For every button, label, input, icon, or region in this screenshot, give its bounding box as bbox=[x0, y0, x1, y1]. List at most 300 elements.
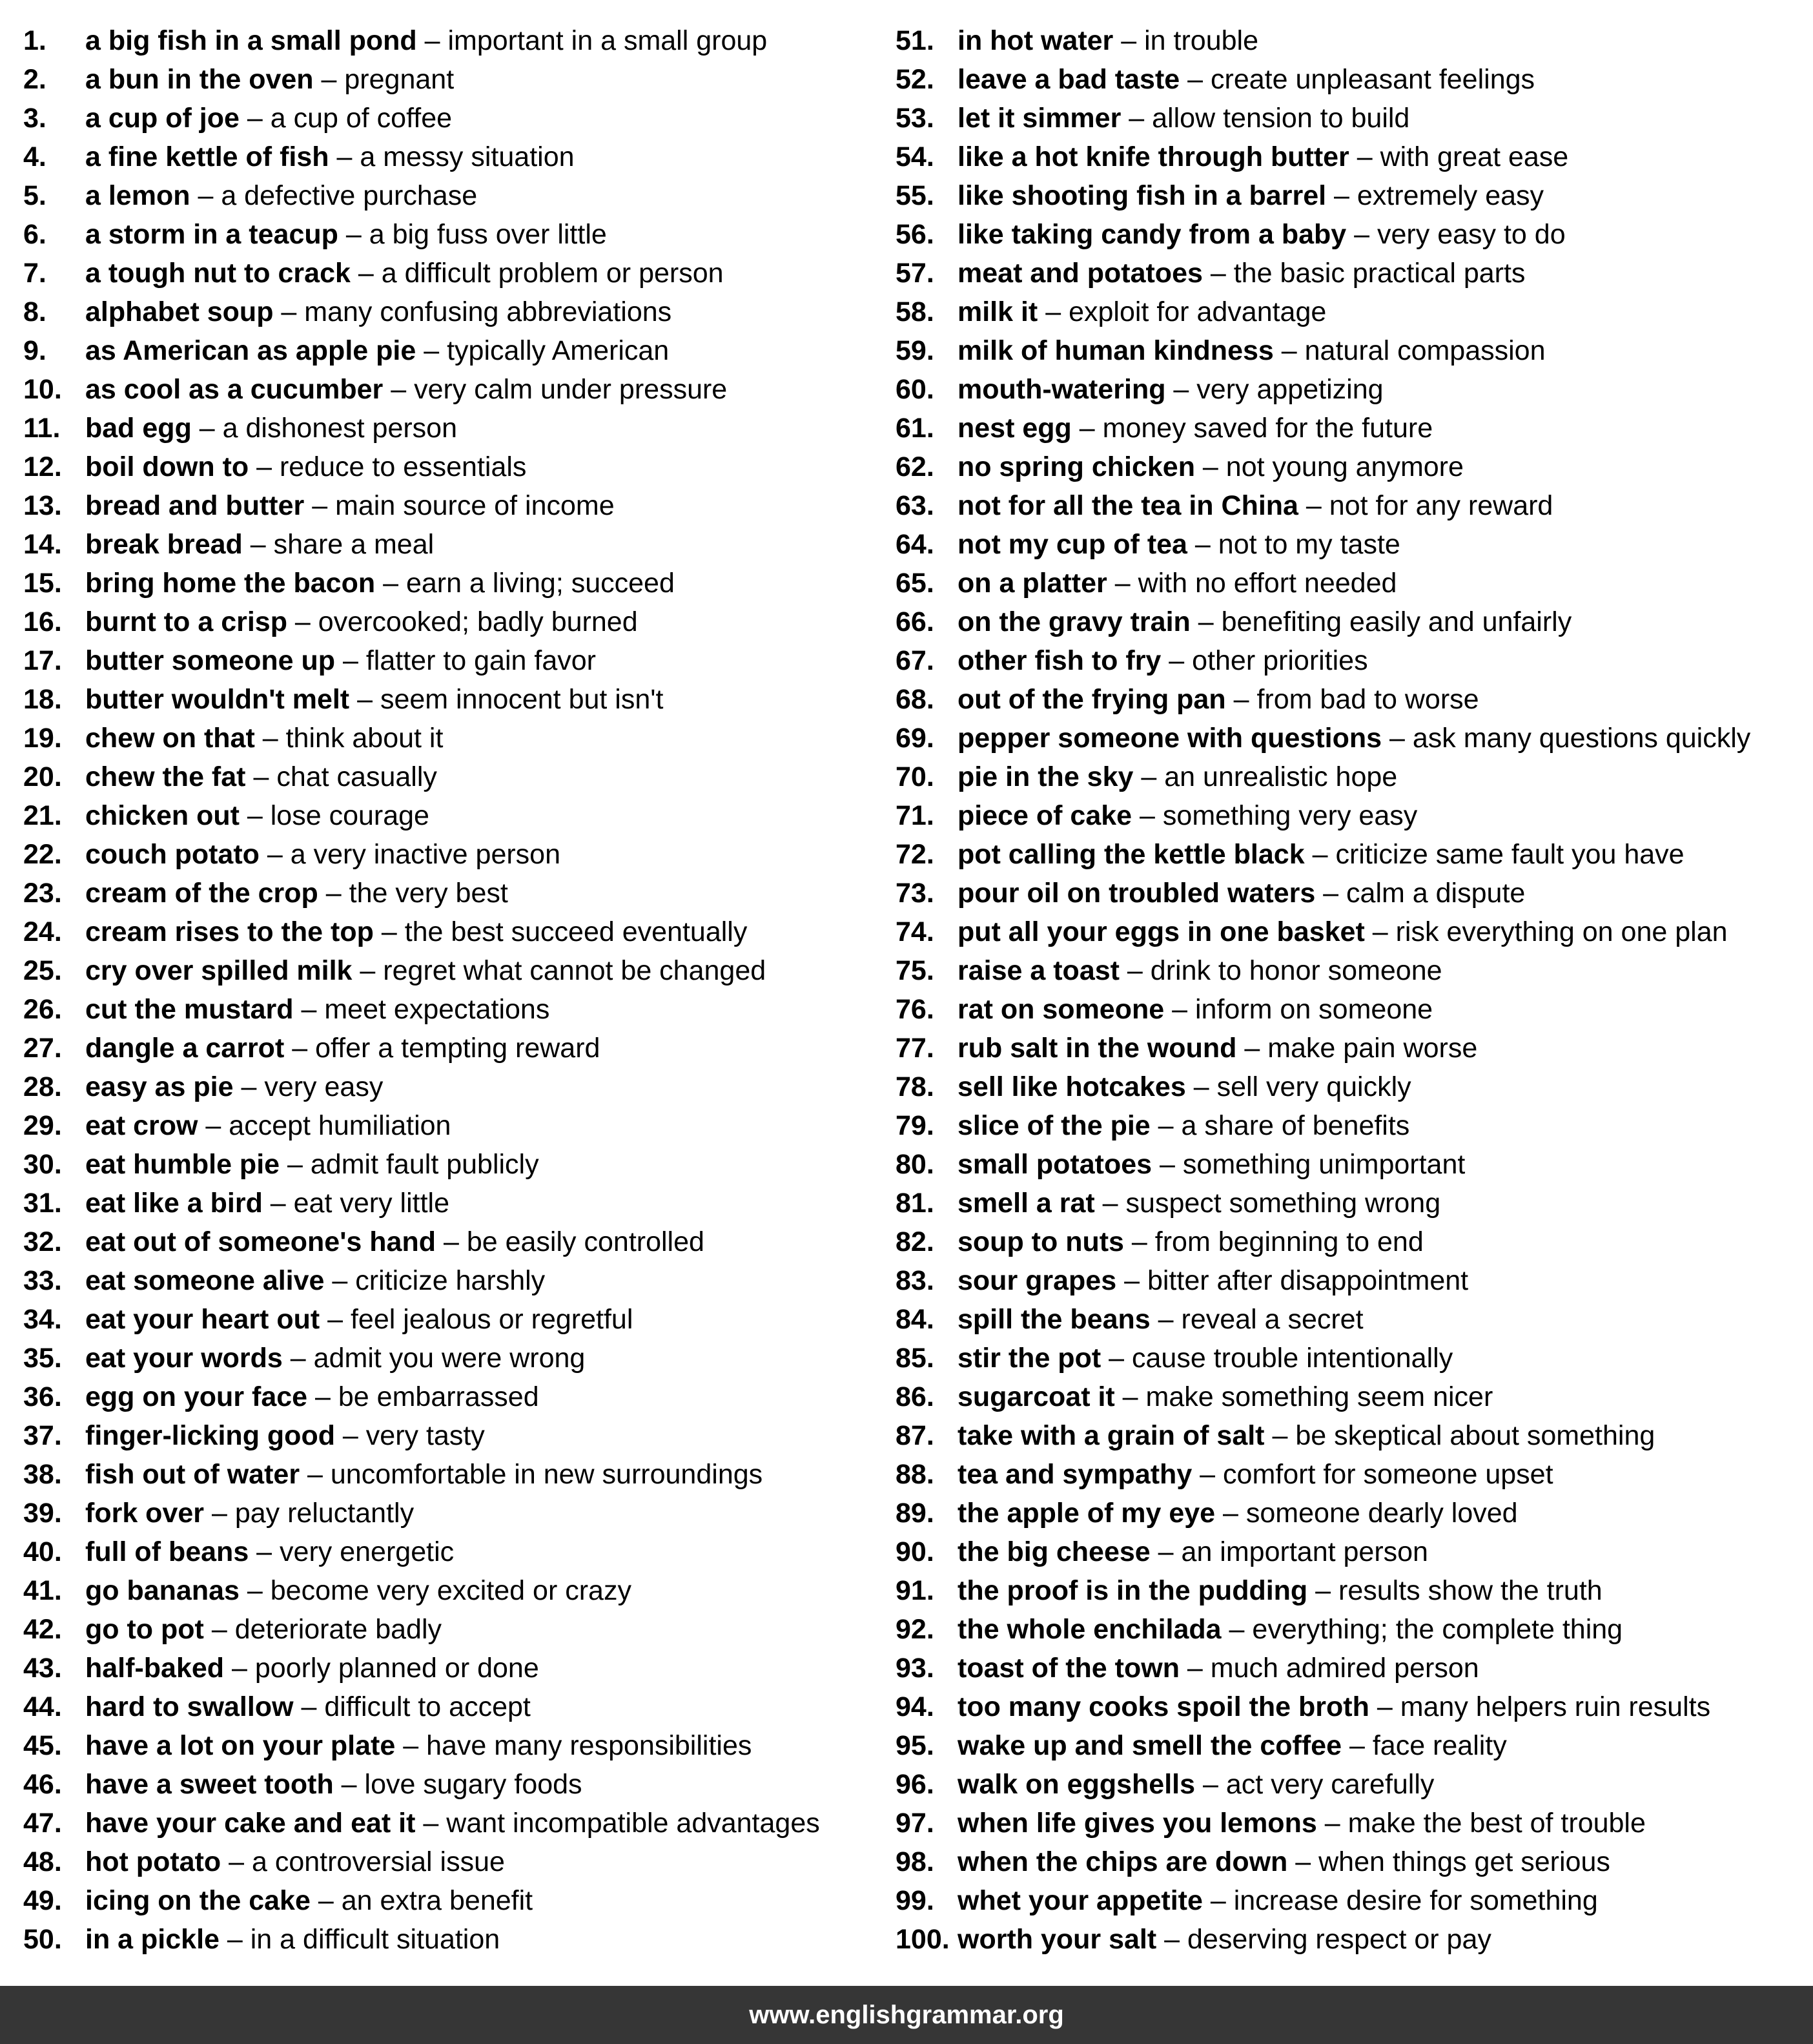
idiom-list-item bbox=[23, 1920, 882, 1959]
idiom-meaning: a defective purchase bbox=[221, 180, 478, 211]
dash-separator: – bbox=[1236, 1033, 1268, 1064]
idiom-list-item bbox=[896, 1145, 1813, 1184]
footer-bar bbox=[0, 1986, 1813, 2044]
idiom-meaning: not to my taste bbox=[1218, 529, 1400, 560]
dash-separator: – bbox=[1364, 916, 1396, 947]
item-entry bbox=[958, 1339, 1453, 1378]
item-number: 46. bbox=[23, 1769, 62, 1800]
dash-separator: – bbox=[1273, 335, 1305, 366]
dash-separator: – bbox=[349, 684, 380, 715]
item-number: 59. bbox=[896, 335, 934, 366]
idiom-list-item bbox=[896, 1184, 1813, 1223]
idiom-phrase: bad egg bbox=[85, 413, 192, 444]
idiom-list-item bbox=[23, 990, 882, 1029]
item-number: 11. bbox=[23, 413, 61, 444]
idiom-phrase: small potatoes bbox=[958, 1149, 1152, 1180]
idiom-list-item bbox=[896, 138, 1813, 176]
idiom-list-item bbox=[23, 176, 882, 215]
idiom-list-item bbox=[23, 1455, 882, 1494]
item-number: 87. bbox=[896, 1420, 934, 1451]
idiom-phrase: soup to nuts bbox=[958, 1226, 1124, 1257]
idiom-list-item bbox=[23, 1726, 882, 1765]
item-entry bbox=[958, 1455, 1553, 1494]
dash-separator: – bbox=[233, 1071, 265, 1102]
idiom-list-item bbox=[23, 21, 882, 60]
item-number: 25. bbox=[23, 955, 62, 986]
idiom-list-item bbox=[23, 1649, 882, 1688]
item-number: 73. bbox=[896, 878, 934, 909]
item-entry bbox=[85, 1881, 533, 1920]
idiom-list-item bbox=[23, 719, 882, 758]
idiom-list-item bbox=[896, 21, 1813, 60]
item-entry bbox=[85, 913, 747, 951]
idiom-phrase: milk of human kindness bbox=[958, 335, 1274, 366]
idiom-phrase: the big cheese bbox=[958, 1536, 1151, 1567]
dash-separator: – bbox=[262, 1188, 294, 1219]
idiom-phrase: milk it bbox=[958, 296, 1038, 327]
idiom-phrase: the whole enchilada bbox=[958, 1614, 1222, 1645]
dash-separator: – bbox=[1114, 1381, 1146, 1412]
item-number: 42. bbox=[23, 1614, 62, 1645]
item-number: 4. bbox=[23, 141, 46, 172]
idiom-meaning: pay reluctantly bbox=[234, 1498, 415, 1529]
item-number: 20. bbox=[23, 761, 62, 792]
idiom-phrase: like a hot knife through butter bbox=[958, 141, 1349, 172]
item-entry bbox=[85, 1843, 505, 1881]
idiom-meaning: think about it bbox=[285, 723, 444, 754]
dash-separator: – bbox=[352, 955, 384, 986]
dash-separator: – bbox=[1264, 1420, 1296, 1451]
idiom-meaning: in trouble bbox=[1144, 25, 1259, 56]
idiom-meaning: lose courage bbox=[270, 800, 429, 831]
idiom-meaning: make the best of trouble bbox=[1347, 1808, 1646, 1839]
idiom-list-item bbox=[23, 1184, 882, 1223]
idiom-list-item bbox=[896, 1223, 1813, 1261]
item-entry bbox=[958, 1184, 1440, 1223]
idiom-meaning: everything; the complete thing bbox=[1252, 1614, 1623, 1645]
idiom-meaning: something unimportant bbox=[1182, 1149, 1466, 1180]
item-number: 85. bbox=[896, 1343, 934, 1374]
dash-separator: – bbox=[1121, 103, 1152, 134]
idiom-list-item bbox=[896, 1068, 1813, 1106]
idiom-meaning: drink to honor someone bbox=[1150, 955, 1442, 986]
item-number: 21. bbox=[23, 800, 62, 831]
item-entry bbox=[85, 835, 560, 874]
item-entry bbox=[958, 60, 1535, 99]
idiom-meaning: someone dearly loved bbox=[1245, 1498, 1518, 1529]
item-entry bbox=[958, 1068, 1411, 1106]
dash-separator: – bbox=[1071, 413, 1103, 444]
dash-separator: – bbox=[224, 1653, 255, 1684]
idiom-meaning: face reality bbox=[1372, 1730, 1507, 1761]
item-entry bbox=[958, 1804, 1646, 1843]
dash-separator: – bbox=[373, 916, 405, 947]
idiom-meaning: in a difficult situation bbox=[250, 1924, 500, 1955]
item-entry bbox=[958, 1300, 1364, 1339]
idiom-meaning: make something seem nicer bbox=[1145, 1381, 1493, 1412]
idiom-meaning: bitter after disappointment bbox=[1147, 1265, 1469, 1296]
item-entry bbox=[85, 990, 549, 1029]
item-number: 28. bbox=[23, 1071, 62, 1102]
item-number: 8. bbox=[23, 296, 46, 327]
item-entry bbox=[958, 486, 1553, 525]
dash-separator: – bbox=[1107, 568, 1138, 599]
item-entry bbox=[958, 1106, 1409, 1145]
item-number: 34. bbox=[23, 1304, 62, 1335]
item-number: 69. bbox=[896, 723, 934, 754]
item-number: 12. bbox=[23, 451, 62, 482]
item-entry bbox=[85, 138, 575, 176]
item-number: 29. bbox=[23, 1110, 62, 1141]
dash-separator: – bbox=[1165, 374, 1197, 405]
dash-separator: – bbox=[1349, 141, 1380, 172]
item-number: 100. bbox=[896, 1924, 950, 1955]
item-entry bbox=[85, 1339, 585, 1378]
item-number: 57. bbox=[896, 258, 934, 289]
item-number: 54. bbox=[896, 141, 934, 172]
idiom-list-item bbox=[23, 1804, 882, 1843]
dash-separator: – bbox=[1113, 25, 1145, 56]
idiom-phrase: like shooting fish in a barrel bbox=[958, 180, 1327, 211]
idiom-list-item bbox=[896, 1610, 1813, 1649]
item-number: 89. bbox=[896, 1498, 934, 1529]
idiom-phrase: nest egg bbox=[958, 413, 1072, 444]
idiom-list-item bbox=[896, 60, 1813, 99]
idiom-meaning: reveal a secret bbox=[1181, 1304, 1364, 1335]
item-entry bbox=[958, 680, 1479, 719]
idiom-phrase: a big fish in a small pond bbox=[85, 25, 417, 56]
idiom-phrase: whet your appetite bbox=[958, 1885, 1203, 1916]
idiom-list-item bbox=[896, 1571, 1813, 1610]
dash-separator: – bbox=[284, 1033, 316, 1064]
idiom-list-item bbox=[896, 796, 1813, 835]
idiom-phrase: on a platter bbox=[958, 568, 1107, 599]
item-entry bbox=[85, 796, 429, 835]
idiom-phrase: toast of the town bbox=[958, 1653, 1180, 1684]
dash-separator: – bbox=[203, 1614, 235, 1645]
dash-separator: – bbox=[436, 1226, 467, 1257]
item-entry bbox=[85, 1920, 500, 1959]
dash-separator: – bbox=[1287, 1846, 1319, 1877]
idiom-phrase: sugarcoat it bbox=[958, 1381, 1115, 1412]
dash-separator: – bbox=[1298, 490, 1329, 521]
idiom-phrase: like taking candy from a baby bbox=[958, 219, 1347, 250]
idiom-phrase: when the chips are down bbox=[958, 1846, 1288, 1877]
idiom-meaning: uncomfortable in new surroundings bbox=[330, 1459, 763, 1490]
idiom-list-item bbox=[896, 1106, 1813, 1145]
idiom-phrase: tea and sympathy bbox=[958, 1459, 1193, 1490]
item-entry bbox=[85, 1765, 582, 1804]
item-entry bbox=[958, 564, 1397, 603]
idiom-list-item bbox=[23, 680, 882, 719]
item-entry bbox=[85, 1726, 752, 1765]
idiom-meaning: extremely easy bbox=[1357, 180, 1544, 211]
idiom-meaning: from beginning to end bbox=[1154, 1226, 1424, 1257]
idiom-meaning: reduce to essentials bbox=[279, 451, 527, 482]
dash-separator: – bbox=[191, 413, 223, 444]
item-entry bbox=[958, 913, 1728, 951]
item-entry bbox=[958, 1765, 1434, 1804]
idiom-meaning: have many responsibilities bbox=[426, 1730, 752, 1761]
dash-separator: – bbox=[245, 761, 277, 792]
idiom-phrase: eat like a bird bbox=[85, 1188, 263, 1219]
dash-separator: – bbox=[1187, 529, 1218, 560]
item-number: 71. bbox=[896, 800, 934, 831]
idiom-meaning: very easy to do bbox=[1377, 219, 1566, 250]
idiom-list-item bbox=[23, 1300, 882, 1339]
idiom-phrase: wake up and smell the coffee bbox=[958, 1730, 1342, 1761]
item-entry bbox=[958, 835, 1685, 874]
idiom-list-item bbox=[23, 1145, 882, 1184]
idiom-list-item bbox=[896, 1533, 1813, 1571]
idiom-meaning: natural compassion bbox=[1304, 335, 1546, 366]
idiom-phrase: have a sweet tooth bbox=[85, 1769, 334, 1800]
idiom-list-item bbox=[23, 486, 882, 525]
item-entry bbox=[958, 1261, 1468, 1300]
idiom-meaning: act very carefully bbox=[1225, 1769, 1435, 1800]
idiom-meaning: something very easy bbox=[1162, 800, 1418, 831]
idiom-list-item bbox=[23, 448, 882, 486]
idiom-meaning: make pain worse bbox=[1267, 1033, 1478, 1064]
idiom-phrase: meat and potatoes bbox=[958, 258, 1203, 289]
item-number: 35. bbox=[23, 1343, 62, 1374]
dash-separator: – bbox=[313, 64, 345, 95]
item-number: 1. bbox=[23, 25, 46, 56]
idiom-list-item bbox=[896, 1339, 1813, 1378]
item-entry bbox=[958, 1843, 1610, 1881]
dash-separator: – bbox=[338, 219, 369, 250]
item-number: 56. bbox=[896, 219, 934, 250]
item-number: 16. bbox=[23, 606, 62, 637]
item-entry bbox=[958, 21, 1258, 60]
dash-separator: – bbox=[1123, 1226, 1155, 1257]
idiom-meaning: criticize harshly bbox=[355, 1265, 546, 1296]
item-entry bbox=[958, 1533, 1428, 1571]
idiom-phrase: too many cooks spoil the broth bbox=[958, 1691, 1369, 1722]
item-entry bbox=[85, 409, 457, 448]
idiom-phrase: slice of the pie bbox=[958, 1110, 1151, 1141]
item-number: 75. bbox=[896, 955, 934, 986]
idiom-phrase: boil down to bbox=[85, 451, 249, 482]
dash-separator: – bbox=[198, 1110, 229, 1141]
idiom-phrase: bring home the bacon bbox=[85, 568, 376, 599]
item-number: 67. bbox=[896, 645, 934, 676]
item-entry bbox=[85, 1571, 631, 1610]
dash-separator: – bbox=[1133, 761, 1165, 792]
item-entry bbox=[958, 448, 1464, 486]
item-entry bbox=[85, 60, 454, 99]
idiom-meaning: very easy bbox=[264, 1071, 384, 1102]
idiom-list-item bbox=[23, 835, 882, 874]
dash-separator: – bbox=[249, 1536, 280, 1567]
idiom-meaning: a share of benefits bbox=[1181, 1110, 1410, 1141]
item-entry bbox=[85, 1688, 531, 1726]
idiom-list-item bbox=[896, 409, 1813, 448]
dash-separator: – bbox=[320, 1304, 351, 1335]
item-entry bbox=[85, 1416, 485, 1455]
item-number: 36. bbox=[23, 1381, 62, 1412]
idiom-meaning: from bad to worse bbox=[1256, 684, 1479, 715]
idiom-list-item bbox=[23, 1106, 882, 1145]
idiom-list-item bbox=[23, 60, 882, 99]
item-number: 31. bbox=[23, 1188, 62, 1219]
idiom-meaning: flatter to gain favor bbox=[365, 645, 596, 676]
dash-separator: – bbox=[1185, 1071, 1217, 1102]
dash-separator: – bbox=[334, 1420, 366, 1451]
idiom-meaning: admit fault publicly bbox=[310, 1149, 539, 1180]
idiom-meaning: an important person bbox=[1181, 1536, 1428, 1567]
dash-separator: – bbox=[324, 1265, 356, 1296]
item-number: 38. bbox=[23, 1459, 62, 1490]
idiom-list-item bbox=[23, 1261, 882, 1300]
idiom-phrase: a lemon bbox=[85, 180, 190, 211]
idiom-meaning: feel jealous or regretful bbox=[350, 1304, 633, 1335]
item-number: 79. bbox=[896, 1110, 934, 1141]
item-entry bbox=[958, 758, 1397, 796]
item-number: 27. bbox=[23, 1033, 62, 1064]
idiom-phrase: walk on eggshells bbox=[958, 1769, 1195, 1800]
dash-separator: – bbox=[239, 800, 271, 831]
idiom-list-item bbox=[896, 254, 1813, 293]
idiom-phrase: a cup of joe bbox=[85, 103, 240, 134]
idiom-list-item bbox=[896, 1843, 1813, 1881]
idiom-meaning: a dishonest person bbox=[222, 413, 458, 444]
dash-separator: – bbox=[1225, 684, 1257, 715]
dash-separator: – bbox=[329, 141, 360, 172]
item-number: 53. bbox=[896, 103, 934, 134]
idiom-list-item bbox=[896, 99, 1813, 138]
idiom-meaning: with great ease bbox=[1380, 141, 1569, 172]
item-entry bbox=[958, 1726, 1507, 1765]
idiom-list-item bbox=[23, 1533, 882, 1571]
idiom-meaning: regret what cannot be changed bbox=[383, 955, 766, 986]
idiom-meaning: comfort for someone upset bbox=[1223, 1459, 1553, 1490]
item-number: 37. bbox=[23, 1420, 62, 1451]
idiom-meaning: the best succeed eventually bbox=[404, 916, 748, 947]
idiom-phrase: take with a grain of salt bbox=[958, 1420, 1265, 1451]
idiom-phrase: eat your heart out bbox=[85, 1304, 320, 1335]
dash-separator: – bbox=[259, 839, 291, 870]
item-entry bbox=[85, 254, 724, 293]
dash-separator: – bbox=[239, 103, 271, 134]
item-number: 80. bbox=[896, 1149, 934, 1180]
dash-separator: – bbox=[1180, 64, 1211, 95]
idiom-meaning: seem innocent but isn't bbox=[380, 684, 664, 715]
idiom-phrase: as cool as a cucumber bbox=[85, 374, 384, 405]
item-number: 88. bbox=[896, 1459, 934, 1490]
idiom-list-item bbox=[896, 913, 1813, 951]
dash-separator: – bbox=[375, 568, 406, 599]
idiom-list-item bbox=[896, 525, 1813, 564]
dash-separator: – bbox=[254, 723, 286, 754]
idiom-meaning: very energetic bbox=[280, 1536, 455, 1567]
idiom-phrase: in hot water bbox=[958, 25, 1114, 56]
idiom-list-item bbox=[896, 758, 1813, 796]
item-number: 86. bbox=[896, 1381, 934, 1412]
idiom-meaning: other priorities bbox=[1192, 645, 1368, 676]
idiom-list-item bbox=[896, 1881, 1813, 1920]
idiom-phrase: spill the beans bbox=[958, 1304, 1151, 1335]
dash-separator: – bbox=[1346, 219, 1378, 250]
idiom-meaning: deserving respect or pay bbox=[1187, 1924, 1491, 1955]
idiom-phrase: cut the mustard bbox=[85, 994, 294, 1025]
idiom-meaning: be embarrassed bbox=[338, 1381, 539, 1412]
idiom-list-item bbox=[23, 370, 882, 409]
idiom-meaning: chat casually bbox=[276, 761, 437, 792]
item-entry bbox=[85, 215, 607, 254]
idiom-phrase: hard to swallow bbox=[85, 1691, 294, 1722]
idiom-meaning: accept humiliation bbox=[229, 1110, 451, 1141]
item-number: 10. bbox=[23, 374, 62, 405]
dash-separator: – bbox=[1382, 723, 1413, 754]
idiom-list-item bbox=[23, 1843, 882, 1881]
item-number: 72. bbox=[896, 839, 934, 870]
idiom-meaning: main source of income bbox=[335, 490, 615, 521]
item-entry bbox=[85, 99, 452, 138]
item-entry bbox=[85, 1145, 539, 1184]
item-number: 65. bbox=[896, 568, 934, 599]
idiom-list-item bbox=[23, 331, 882, 370]
idiom-phrase: hot potato bbox=[85, 1846, 221, 1877]
idiom-phrase: raise a toast bbox=[958, 955, 1120, 986]
idiom-phrase: other fish to fry bbox=[958, 645, 1162, 676]
idiom-meaning: create unpleasant feelings bbox=[1211, 64, 1535, 95]
idiom-phrase: piece of cake bbox=[958, 800, 1132, 831]
item-number: 2. bbox=[23, 64, 46, 95]
item-number: 94. bbox=[896, 1691, 934, 1722]
item-entry bbox=[85, 641, 596, 680]
dash-separator: – bbox=[350, 258, 382, 289]
idiom-phrase: finger-licking good bbox=[85, 1420, 335, 1451]
item-number: 41. bbox=[23, 1575, 62, 1606]
item-number: 84. bbox=[896, 1304, 934, 1335]
idiom-phrase: the proof is in the pudding bbox=[958, 1575, 1308, 1606]
item-number: 13. bbox=[23, 490, 62, 521]
idiom-list-item bbox=[896, 951, 1813, 990]
idiom-list-item bbox=[896, 1378, 1813, 1416]
idiom-list-item bbox=[896, 1029, 1813, 1068]
item-entry bbox=[958, 215, 1566, 254]
item-entry bbox=[85, 564, 675, 603]
idiom-meaning: results show the truth bbox=[1338, 1575, 1603, 1606]
idiom-list-item bbox=[23, 796, 882, 835]
idiom-list-item bbox=[896, 1649, 1813, 1688]
idiom-list-item bbox=[23, 913, 882, 951]
dash-separator: – bbox=[1342, 1730, 1373, 1761]
dash-separator: – bbox=[1038, 296, 1069, 327]
idiom-phrase: fish out of water bbox=[85, 1459, 300, 1490]
idiom-list-item bbox=[23, 409, 882, 448]
item-entry bbox=[85, 1029, 600, 1068]
item-number: 23. bbox=[23, 878, 62, 909]
idiom-phrase: a storm in a teacup bbox=[85, 219, 338, 250]
item-number: 44. bbox=[23, 1691, 62, 1722]
idiom-phrase: eat out of someone's hand bbox=[85, 1226, 436, 1257]
idiom-meaning: suspect something wrong bbox=[1125, 1188, 1441, 1219]
item-number: 14. bbox=[23, 529, 62, 560]
idiom-meaning: deteriorate badly bbox=[234, 1614, 442, 1645]
dash-separator: – bbox=[416, 25, 448, 56]
item-number: 90. bbox=[896, 1536, 934, 1567]
idiom-meaning: a difficult problem or person bbox=[381, 258, 724, 289]
item-number: 99. bbox=[896, 1885, 934, 1916]
idiom-phrase: a bun in the oven bbox=[85, 64, 314, 95]
idiom-list-item bbox=[896, 1726, 1813, 1765]
idiom-phrase: no spring chicken bbox=[958, 451, 1195, 482]
idiom-phrase: fork over bbox=[85, 1498, 205, 1529]
idiom-phrase: in a pickle bbox=[85, 1924, 220, 1955]
idiom-meaning: a messy situation bbox=[360, 141, 575, 172]
